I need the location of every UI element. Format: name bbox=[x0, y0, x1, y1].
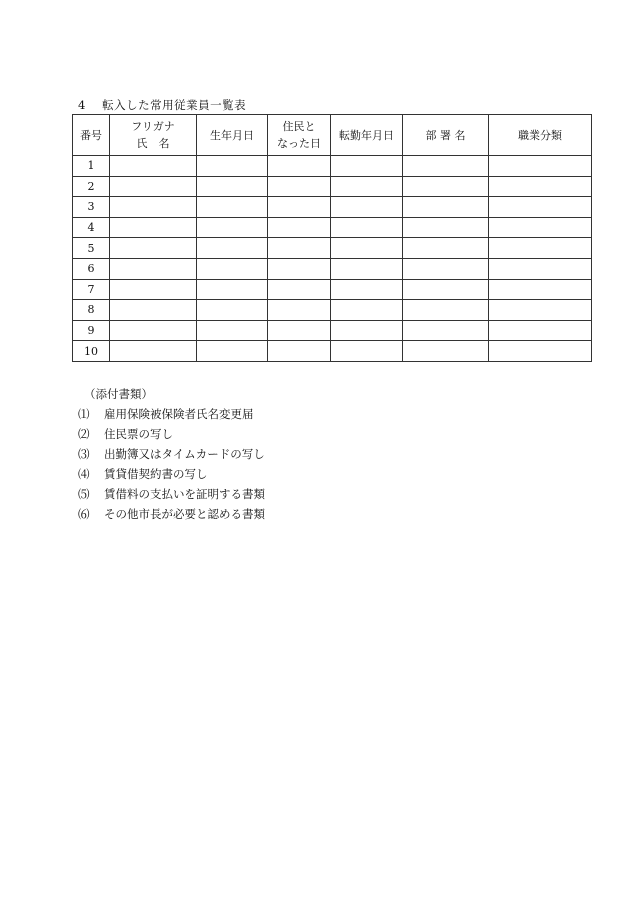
row-number: 2 bbox=[73, 176, 110, 197]
cell-resident-date[interactable] bbox=[268, 156, 331, 177]
cell-department[interactable] bbox=[403, 156, 489, 177]
cell-birthdate[interactable] bbox=[197, 320, 268, 341]
cell-birthdate[interactable] bbox=[197, 217, 268, 238]
attachments-heading: （添付書類） bbox=[84, 387, 153, 401]
attachments-section bbox=[78, 384, 265, 524]
row-number: 1 bbox=[73, 156, 110, 177]
cell-department[interactable] bbox=[403, 279, 489, 300]
row-number: 7 bbox=[73, 279, 110, 300]
cell-occupation[interactable] bbox=[489, 238, 592, 259]
cell-occupation[interactable] bbox=[489, 300, 592, 321]
attachment-text: 賃借料の支払いを証明する書類 bbox=[104, 487, 265, 501]
attachment-item bbox=[78, 424, 265, 444]
cell-name[interactable] bbox=[110, 341, 197, 362]
cell-transfer-date[interactable] bbox=[331, 320, 403, 341]
cell-department[interactable] bbox=[403, 176, 489, 197]
header-transfer-date: 転勤年月日 bbox=[331, 115, 403, 156]
section-number: 4 bbox=[78, 98, 86, 112]
cell-transfer-date[interactable] bbox=[331, 341, 403, 362]
row-number: 10 bbox=[73, 341, 110, 362]
cell-name[interactable] bbox=[110, 300, 197, 321]
cell-occupation[interactable] bbox=[489, 176, 592, 197]
row-number: 3 bbox=[73, 197, 110, 218]
cell-occupation[interactable] bbox=[489, 320, 592, 341]
attachment-marker: ⑹ bbox=[78, 507, 90, 521]
table-row bbox=[73, 217, 592, 238]
attachments-list bbox=[78, 404, 265, 524]
cell-birthdate[interactable] bbox=[197, 258, 268, 279]
attachment-text: 出勤簿又はタイムカードの写し bbox=[104, 447, 265, 461]
table-row bbox=[73, 341, 592, 362]
cell-resident-date[interactable] bbox=[268, 258, 331, 279]
cell-name[interactable] bbox=[110, 258, 197, 279]
attachment-text: 住民票の写し bbox=[104, 427, 173, 441]
table-row bbox=[73, 176, 592, 197]
header-occupation: 職業分類 bbox=[489, 115, 592, 156]
section-title bbox=[78, 97, 246, 113]
cell-resident-date[interactable] bbox=[268, 320, 331, 341]
cell-transfer-date[interactable] bbox=[331, 176, 403, 197]
attachment-item bbox=[78, 464, 265, 484]
header-number: 番号 bbox=[73, 115, 110, 156]
attachment-item bbox=[78, 404, 265, 424]
row-number: 8 bbox=[73, 300, 110, 321]
cell-resident-date[interactable] bbox=[268, 238, 331, 259]
cell-transfer-date[interactable] bbox=[331, 258, 403, 279]
table-row bbox=[73, 156, 592, 177]
cell-occupation[interactable] bbox=[489, 156, 592, 177]
header-birthdate: 生年月日 bbox=[197, 115, 268, 156]
attachment-text: 賃貸借契約書の写し bbox=[104, 467, 208, 481]
cell-transfer-date[interactable] bbox=[331, 217, 403, 238]
cell-department[interactable] bbox=[403, 217, 489, 238]
cell-occupation[interactable] bbox=[489, 341, 592, 362]
cell-birthdate[interactable] bbox=[197, 279, 268, 300]
attachment-item bbox=[78, 484, 265, 504]
cell-department[interactable] bbox=[403, 238, 489, 259]
row-number: 4 bbox=[73, 217, 110, 238]
cell-birthdate[interactable] bbox=[197, 238, 268, 259]
header-name bbox=[110, 115, 197, 156]
cell-transfer-date[interactable] bbox=[331, 197, 403, 218]
header-name-kanji: 氏 名 bbox=[136, 137, 170, 150]
attachment-item bbox=[78, 444, 265, 464]
cell-name[interactable] bbox=[110, 217, 197, 238]
cell-occupation[interactable] bbox=[489, 279, 592, 300]
cell-department[interactable] bbox=[403, 341, 489, 362]
cell-birthdate[interactable] bbox=[197, 197, 268, 218]
cell-name[interactable] bbox=[110, 238, 197, 259]
row-number: 6 bbox=[73, 258, 110, 279]
cell-department[interactable] bbox=[403, 300, 489, 321]
cell-resident-date[interactable] bbox=[268, 341, 331, 362]
cell-name[interactable] bbox=[110, 197, 197, 218]
cell-department[interactable] bbox=[403, 320, 489, 341]
cell-transfer-date[interactable] bbox=[331, 156, 403, 177]
cell-birthdate[interactable] bbox=[197, 156, 268, 177]
header-name-furigana: フリガナ bbox=[131, 120, 175, 133]
cell-resident-date[interactable] bbox=[268, 279, 331, 300]
cell-birthdate[interactable] bbox=[197, 341, 268, 362]
attachment-marker: ⑶ bbox=[78, 447, 90, 461]
cell-name[interactable] bbox=[110, 320, 197, 341]
cell-resident-date[interactable] bbox=[268, 176, 331, 197]
cell-resident-date[interactable] bbox=[268, 217, 331, 238]
cell-occupation[interactable] bbox=[489, 217, 592, 238]
cell-birthdate[interactable] bbox=[197, 176, 268, 197]
attachment-item bbox=[78, 504, 265, 524]
employee-roster-table bbox=[72, 114, 592, 362]
cell-department[interactable] bbox=[403, 197, 489, 218]
cell-transfer-date[interactable] bbox=[331, 238, 403, 259]
attachment-text: その他市長が必要と認める書類 bbox=[104, 507, 265, 521]
attachment-text: 雇用保険被保険者氏名変更届 bbox=[104, 407, 254, 421]
row-number: 5 bbox=[73, 238, 110, 259]
header-resident-line1: 住民と bbox=[282, 120, 316, 133]
table-row bbox=[73, 320, 592, 341]
attachment-marker: ⑸ bbox=[78, 487, 90, 501]
cell-resident-date[interactable] bbox=[268, 300, 331, 321]
header-resident-line2: なった日 bbox=[277, 137, 321, 150]
cell-transfer-date[interactable] bbox=[331, 279, 403, 300]
section-title-text: 転入した常用従業員一覧表 bbox=[102, 98, 247, 112]
table-row bbox=[73, 238, 592, 259]
cell-transfer-date[interactable] bbox=[331, 300, 403, 321]
table-header-row bbox=[73, 115, 592, 156]
row-number: 9 bbox=[73, 320, 110, 341]
cell-department[interactable] bbox=[403, 258, 489, 279]
table-row bbox=[73, 300, 592, 321]
cell-name[interactable] bbox=[110, 176, 197, 197]
table-row bbox=[73, 197, 592, 218]
attachment-marker: ⑴ bbox=[78, 407, 90, 421]
table-row bbox=[73, 258, 592, 279]
header-department: 部 署 名 bbox=[403, 115, 489, 156]
attachment-marker: ⑵ bbox=[78, 427, 90, 441]
table-body bbox=[73, 156, 592, 362]
cell-birthdate[interactable] bbox=[197, 300, 268, 321]
cell-name[interactable] bbox=[110, 156, 197, 177]
cell-occupation[interactable] bbox=[489, 197, 592, 218]
table-row bbox=[73, 279, 592, 300]
cell-occupation[interactable] bbox=[489, 258, 592, 279]
cell-name[interactable] bbox=[110, 279, 197, 300]
cell-resident-date[interactable] bbox=[268, 197, 331, 218]
header-resident-date bbox=[268, 115, 331, 156]
attachment-marker: ⑷ bbox=[78, 467, 90, 481]
